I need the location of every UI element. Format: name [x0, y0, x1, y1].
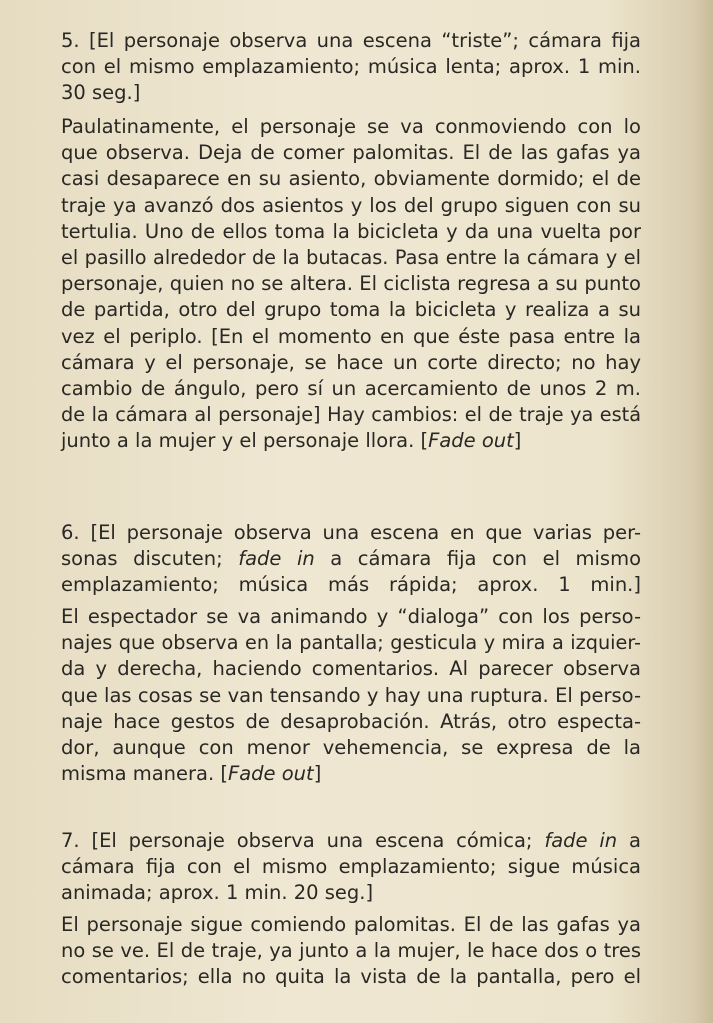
text-run: junto a la mujer y el personaje llora. [	[61, 429, 429, 453]
text-line: tertulia. Uno de ellos toma la bicicleta y da una vuelta por	[61, 219, 641, 243]
text-line: que las cosas se van tensando y hay una ruptura. El perso-	[61, 683, 641, 707]
text-line	[61, 428, 641, 454]
text-line: vez el periplo. [En el momento en que éste pasa entre la	[61, 324, 641, 348]
text-line: da y derecha, haciendo comentarios. Al parecer observa	[61, 657, 641, 681]
text-line: de partida, otro del grupo toma la bicicleta y realiza a su	[61, 298, 641, 322]
italic-term: Fade out	[228, 762, 314, 786]
text-line: cámara fija con el mismo emplazamiento; sigue música	[61, 855, 641, 879]
text-line: 30 seg.]	[61, 81, 141, 105]
text-run: ]	[513, 429, 522, 453]
section-6-heading	[61, 520, 641, 599]
text-line: cambio de ángulo, pero sí un acercamiento de unos 2 m.	[61, 377, 641, 401]
text-run: ]	[313, 762, 322, 786]
text-line: con el mismo emplazamiento; música lenta; aprox. 1 min.	[61, 55, 641, 79]
italic-term: fade in	[544, 829, 618, 852]
text-line: 5. [El personaje observa una escena “triste”; cámara fija	[61, 29, 641, 52]
text-run: 7. [El personaje observa una escena cómica;	[61, 829, 545, 852]
text-run: a cámara fija con el mismo	[314, 547, 642, 571]
text-run: sonas discuten;	[61, 547, 239, 571]
text-line: najes que observa en la pantalla; gesticula y mira a izquier-	[61, 631, 641, 655]
text-line: Paulatinamente, el personaje se va conmoviendo con lo	[61, 115, 641, 138]
text-line	[61, 761, 641, 787]
section-5-heading	[61, 28, 641, 107]
text-line: emplazamiento; música más rápida; aprox. 1 min.]	[61, 573, 641, 597]
text-line: no se ve. El de traje, ya junto a la mujer, le hace dos o tres	[61, 939, 641, 963]
text-line: que observa. Deja de comer palomitas. El de las gafas ya	[61, 141, 641, 165]
text-line	[61, 828, 641, 854]
text-line: cámara y el personaje, se hace un corte directo; no hay	[61, 350, 641, 374]
section-6-body	[61, 604, 641, 787]
text-run: misma manera. [	[61, 762, 228, 786]
text-line: personaje, quien no se altera. El ciclista regresa a su punto	[61, 272, 641, 296]
text-line	[61, 546, 641, 572]
italic-term: fade in	[238, 547, 315, 571]
text-line: traje ya avanzó dos asientos y los del grupo siguen con su	[61, 193, 641, 217]
text-line: comentarios; ella no quita la vista de la pantalla, pero el	[61, 965, 641, 989]
section-7-heading	[61, 828, 641, 907]
section-7-body	[61, 912, 641, 991]
text-line: casi desaparece en su asiento, obviamente dormido; el de	[61, 167, 641, 191]
text-line: el pasillo alrededor de la butacas. Pasa entre la cámara y el	[61, 246, 641, 270]
text-line: El espectador se va animando y “dialoga” con los perso-	[61, 605, 641, 628]
text-line: 6. [El personaje observa una escena en que varias per-	[61, 521, 641, 544]
text-line: animada; aprox. 1 min. 20 seg.]	[61, 881, 374, 905]
text-line: dor, aunque con menor vehemencia, se expresa de la	[61, 736, 641, 760]
text-line: El personaje sigue comiendo palomitas. El de las gafas ya	[61, 913, 641, 936]
section-5-body	[61, 114, 641, 455]
text-line: naje hace gestos de desaprobación. Atrás, otro especta-	[61, 709, 641, 733]
text-run: a	[617, 829, 641, 852]
text-line: de la cámara al personaje] Hay cambios: el de traje ya está	[61, 403, 641, 427]
italic-term: Fade out	[428, 429, 514, 453]
